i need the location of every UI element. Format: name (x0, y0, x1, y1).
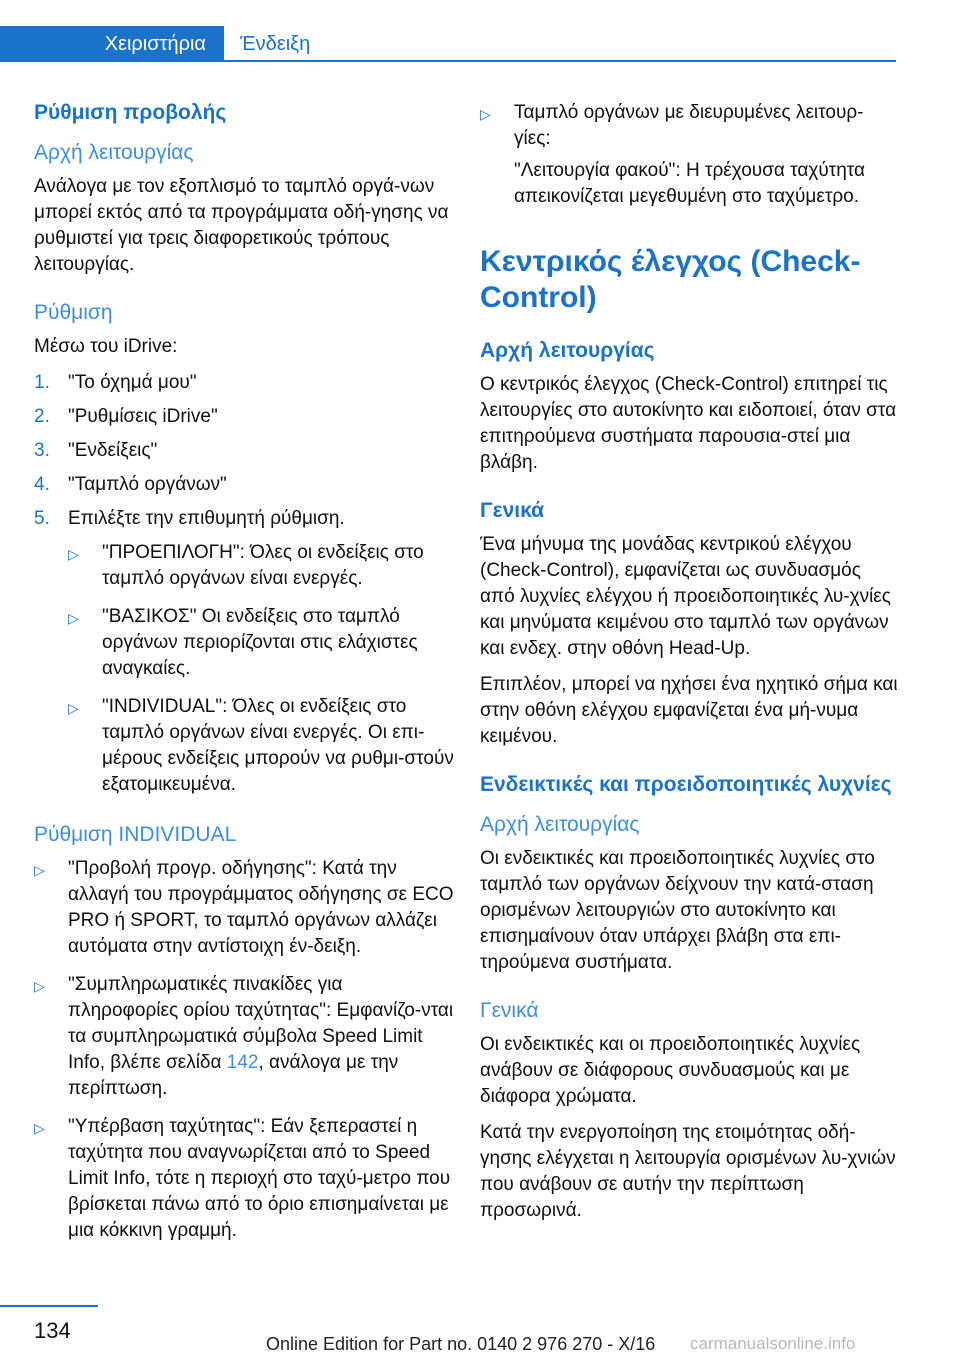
paragraph-lamps-general-1: Οι ενδεικτικές και οι προειδοποιητικές λυχνίες ανάβουν σε διάφορους συνδυασμούς και με διάφορα χρώματα. (480, 1034, 861, 1107)
list-item: 3. "Ενδείξεις" (34, 440, 158, 461)
page-number: 134 (34, 1318, 71, 1343)
right-column (480, 100, 900, 1234)
subheading-general: Γενικά (480, 999, 539, 1022)
subheading-principle: Αρχή λειτουργίας (34, 141, 194, 164)
paragraph-general-2: Επιπλέον, μπορεί να ηχήσει ένα ηχητικό σήμα και στην οθόνη ελέγχου εμφανίζεται ένα μή-νυμα κειμένου. (480, 674, 898, 747)
watermark: carmanualsonline.info (690, 1334, 856, 1353)
list-item: ▷ "Προβολή προγρ. οδήγησης": Κατά την αλλαγή του προγράμματος οδήγησης σε ECO PRO ή SPORT, το ταμπλό οργάνων αλλάζει αυτόματα στην αντίστοιχη έν-δειξη. (34, 858, 454, 957)
triangle-bullet-icon: ▷ (68, 610, 79, 626)
lens-function-text: "Λειτουργία φακού": Η τρέχουσα ταχύτητα απεικονίζεται μεγεθυμένη στο ταχύμετρο. (514, 160, 866, 207)
list-item: ▷ "ΠΡΟΕΠΙΛΟΓΗ": Όλες οι ενδείξεις στο ταμπλό οργάνων είναι ενεργές. (68, 542, 424, 589)
extended-cluster-list (480, 100, 900, 210)
list-item: ▷ "INDIVIDUAL": Όλες οι ενδείξεις στο ταμπλό οργάνων είναι ενεργές. Οι επι-μέρους ενδείξεις μπορούν να ρυθμι-στούν εξατομικευμένα. (68, 696, 454, 795)
subheading-setting: Ρύθμιση (34, 301, 113, 324)
tab-display[interactable]: Ένδειξη (240, 33, 311, 55)
list-item: 2. "Ρυθμίσεις iDrive" (34, 406, 218, 427)
subheading-principle: Αρχή λειτουργίας (480, 813, 640, 836)
footer-rule (0, 1305, 98, 1307)
section-title-display-setting: Ρύθμιση προβολής (34, 101, 227, 124)
triangle-bullet-icon: ▷ (68, 546, 79, 562)
paragraph-general-1: Ένα μήνυμα της μονάδας κεντρικού ελέγχου (Check-Control), εμφανίζεται ως συνδυασμός από λυχνίες ελέγχου ή προειδοποιητικές λυ-χνίες και μηνύματα κειμένου στο ταμπλό των οργάνων και ενδεχ. στην οθόνη Head-Up. (480, 534, 891, 659)
list-item: ▷ "Συμπληρωματικές πινακίδες για πληροφορίες ορίου ταχύτητας": Εμφανίζο-νται τα συμπληρωματικά σύμβολα Speed Limit Info, βλέπε σελίδα 142, ανάλογα με την περίπτωση. (34, 974, 454, 1099)
list-item: ▷ "ΒΑΣΙΚΟΣ" Οι ενδείξεις στο ταμπλό οργάνων περιορίζονται στις ελάχιστες αναγκαίες. (68, 606, 418, 679)
options-list (68, 540, 454, 798)
paragraph-lamps-general-2: Κατά την ενεργοποίηση της ετοιμότητας οδή-γησης ελέγχεται η λειτουργία ορισμένων λυ-χνιών που ανάβουν σε αυτήν την περίπτωση προσωρινά. (480, 1122, 896, 1221)
page-link[interactable]: 142 (226, 1052, 259, 1073)
left-column (34, 100, 454, 1256)
header-rule (224, 60, 896, 62)
tab-controls[interactable]: Χειριστήρια (0, 26, 224, 62)
list-item: 1. "Το όχημά μου" (34, 372, 197, 393)
paragraph-via-idrive: Μέσω του iDrive: (34, 336, 178, 357)
subheading-general: Γενικά (480, 499, 545, 522)
list-item: ▷ "Υπέρβαση ταχύτητας": Εάν ξεπεραστεί η ταχύτητα που αναγνωρίζεται από το Speed Limit Info, τότε η περιοχή στο ταχύ-μετρο που βρίσκεται πάνω από το όριο επισημαίνεται με μια κόκκινη γραμμή. (34, 1116, 451, 1241)
section-title-indicator-lamps: Ενδεικτικές και προειδοποιητικές λυχνίες (480, 773, 892, 796)
triangle-bullet-icon: ▷ (68, 700, 79, 716)
triangle-bullet-icon: ▷ (34, 1120, 45, 1136)
triangle-bullet-icon: ▷ (34, 862, 45, 878)
paragraph-check-control: Ο κεντρικός έλεγχος (Check-Control) επιτηρεί τις λειτουργίες στο αυτοκίνητο και ειδοποιεί, όταν στα επιτηρούμενα συστήματα παρουσια-στεί μια βλάβη. (480, 374, 897, 473)
subheading-individual: Ρύθμιση INDIVIDUAL (34, 823, 237, 846)
list-item: 4. "Ταμπλό οργάνων" (34, 474, 227, 495)
edition-note: Online Edition for Part no. 0140 2 976 270 - X/16 (266, 1334, 656, 1354)
chapter-title-check-control: Κεντρικός έλεγχος (Check-Control) (480, 245, 861, 314)
header-tabbar (0, 0, 960, 62)
individual-list (34, 856, 454, 1244)
triangle-bullet-icon: ▷ (34, 978, 45, 994)
subheading-principle: Αρχή λειτουργίας (480, 339, 655, 362)
list-item: ▷ Ταμπλό οργάνων με διευρυμένες λειτουρ-γίες: "Λειτουργία φακού": Η τρέχουσα ταχύτητα απεικονίζεται μεγεθυμένη στο ταχύμετρο. (480, 100, 900, 210)
triangle-bullet-icon: ▷ (480, 106, 491, 122)
list-item: 5. Επιλέξτε την επιθυμητή ρύθμιση. (34, 508, 345, 529)
paragraph-lamps-principle: Οι ενδεικτικές και προειδοποιητικές λυχνίες στο ταμπλό των οργάνων δείχνουν την κατά-σταση ορισμένων λειτουργιών στο αυτοκίνητο και επισημαίνουν όταν υπάρχει βλάβη στα επι-τηρούμενα συστήματα. (480, 848, 875, 973)
paragraph-principle: Ανάλογα με τον εξοπλισμό το ταμπλό οργά-νων μπορεί εκτός από τα προγράμματα οδή-γησης να ρυθμιστεί για τρεις διαφορετικούς τρόπους λειτουργίας. (34, 176, 449, 275)
steps-list (34, 370, 454, 532)
